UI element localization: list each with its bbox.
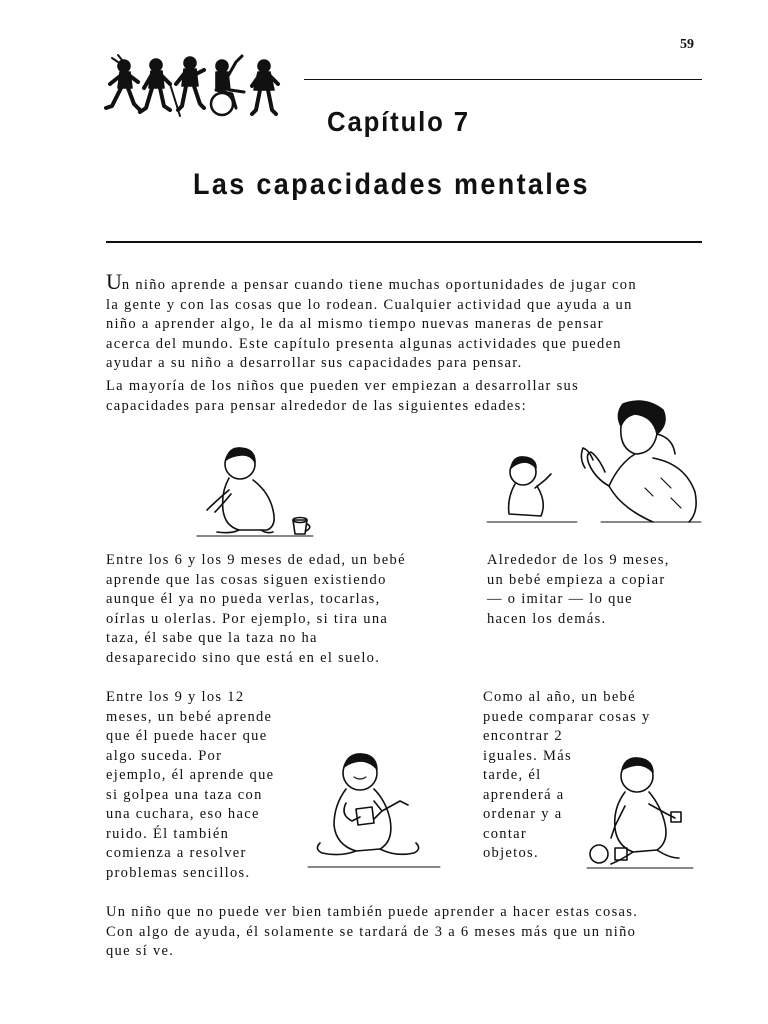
chapter-label: Capítulo 7 [327, 106, 470, 137]
intro-line: ayudar a su niño a desarrollar sus capacidades para pensar. [106, 355, 523, 371]
stage-line: desaparecido sino que está en el suelo. [106, 649, 381, 666]
stage-line: aprenderá a [483, 786, 565, 803]
stage-line: una cuchara, eso hace [106, 806, 260, 822]
stage-9-12-paragraph [106, 688, 274, 883]
stage-line: comienza a resolver [106, 845, 247, 861]
ages-line: La mayoría de los niños que pueden ver empiezan a desarrollar sus [106, 378, 580, 394]
drop-cap: U [106, 269, 122, 294]
stage-line: que él puede hacer que [106, 728, 268, 744]
stage-line: ordenar y a [483, 806, 563, 822]
intro-line: la gente y con las cosas que lo rodean. Cualquier actividad que ayuda a un [106, 296, 633, 313]
closing-line: Con algo de ayuda, él solamente se tardará de 3 a 6 meses más que un niño [106, 923, 637, 940]
baby-playing-with-blocks-illustration [585, 752, 695, 874]
stage-line: tarde, él [483, 767, 542, 783]
stage-line: aprende que las cosas siguen existiendo [106, 571, 387, 588]
children-silhouettes-icon [104, 54, 284, 126]
ages-line: capacidades para pensar alrededor de las siguientes edades: [106, 397, 527, 414]
stage-6-9-paragraph [106, 551, 406, 668]
chapter-title: Las capacidades mentales [193, 168, 590, 201]
baby-sitting-with-cup-illustration [195, 444, 325, 539]
stage-line: iguales. Más [483, 747, 572, 764]
closing-line: que sí ve. [106, 943, 175, 959]
page-number: 59 [680, 37, 694, 52]
intro-line: acerca del mundo. Este capítulo presenta algunas actividades que pueden [106, 335, 622, 352]
stage-line: algo suceda. Por [106, 747, 223, 764]
baby-imitating-clapping-woman-illustration [485, 398, 707, 526]
stage-line: Entre los 6 y los 9 meses de edad, un bebé [106, 552, 406, 568]
intro-line: niño a aprender algo, le da al mismo tiempo nuevas maneras de pensar [106, 316, 604, 332]
stage-line: un bebé empieza a copiar [487, 571, 666, 588]
closing-paragraph [106, 903, 638, 962]
stage-line: taza, él sabe que la taza no ha [106, 630, 318, 646]
stage-line: contar [483, 825, 528, 842]
intro-paragraph [106, 269, 637, 374]
header-rule-top [304, 79, 702, 80]
stage-line: si golpea una taza con [106, 786, 263, 803]
stage-line: — o imitar — lo que [487, 591, 633, 607]
stage-line: ejemplo, él aprende que [106, 767, 275, 783]
stage-line: oírlas u olerlas. Por ejemplo, si tira una [106, 610, 389, 627]
stage-line: Alrededor de los 9 meses, [487, 552, 670, 568]
intro-line: Un niño aprende a pensar cuando tiene muchas oportunidades de jugar con [106, 269, 637, 294]
stage-line: hacen los demás. [487, 610, 607, 627]
stage-line: objetos. [483, 845, 539, 861]
stage-9-paragraph [487, 551, 670, 629]
stage-line: encontrar 2 [483, 728, 563, 744]
closing-line: Un niño que no puede ver bien también puede aprender a hacer estas cosas. [106, 904, 639, 920]
header-rule-bottom [106, 241, 702, 243]
stage-line: ruido. Él también [106, 825, 230, 842]
stage-line: meses, un bebé aprende [106, 708, 273, 725]
stage-line: puede comparar cosas y [483, 708, 651, 725]
stage-line: Como al año, un bebé [483, 689, 636, 705]
baby-banging-cup-with-spoon-illustration [300, 745, 450, 875]
stage-line: aunque él ya no pueda verlas, tocarlas, [106, 591, 381, 607]
stage-line: Entre los 9 y los 12 [106, 689, 245, 705]
stage-line: problemas sencillos. [106, 864, 251, 881]
